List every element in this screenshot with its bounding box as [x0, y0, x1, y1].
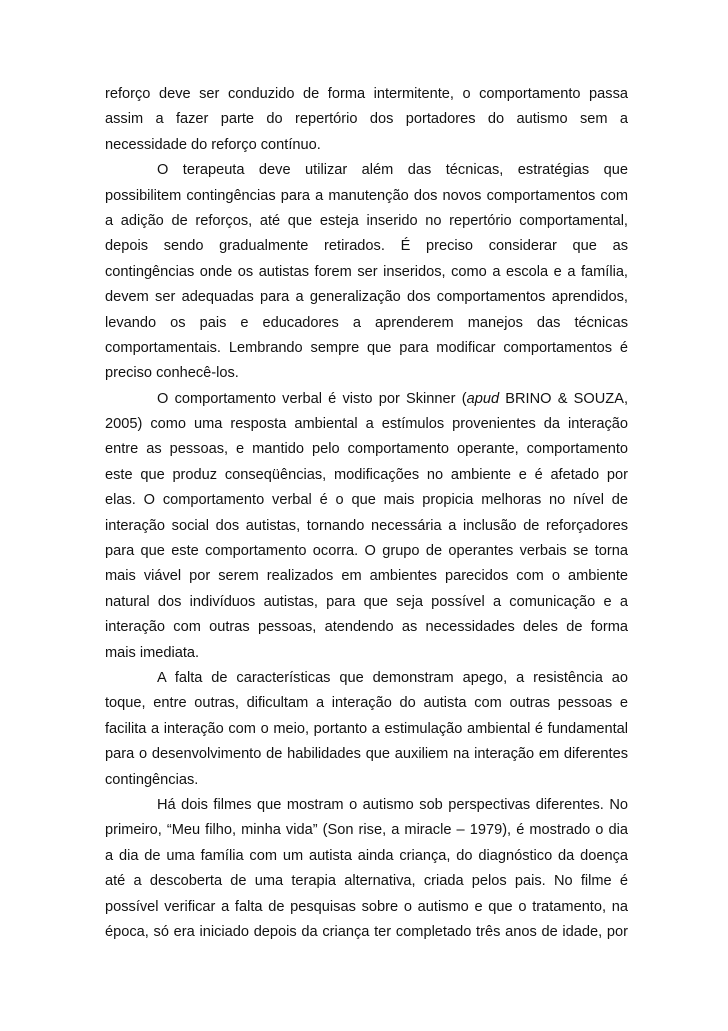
text-line: levando os pais e educadores a aprenderem manejos das técnicas [105, 314, 628, 331]
text-line: assim a fazer parte do repertório dos portadores do autismo sem a [105, 111, 628, 128]
paragraph-1 [105, 82, 628, 158]
paragraph-3 [105, 387, 628, 666]
text-line: contingências onde os autistas forem ser inseridos, como a escola e a família, [105, 263, 628, 280]
document-page [105, 82, 628, 945]
citation-apud: apud [466, 390, 500, 407]
text-line: época, só era iniciado depois da criança ter completado três anos de idade, por [105, 923, 628, 940]
text-line: mais imediata. [105, 644, 200, 661]
text-line: para o desenvolvimento de habilidades que auxiliem na interação em diferentes [105, 746, 628, 763]
text-line: preciso conhecê-los. [105, 365, 239, 382]
text-line: natural dos indivíduos autistas, para que seja possível a comunicação e a [105, 593, 628, 610]
text-line: este que produz conseqüências, modificações no ambiente e é afetado por [105, 466, 628, 483]
text-segment: O comportamento verbal é visto por Skinner ( [157, 390, 467, 407]
text-segment: BRINO & SOUZA, [499, 390, 628, 407]
text-line: até a descoberta de uma terapia alternativa, criada pelos pais. No filme é [105, 873, 628, 890]
text-line: devem ser adequadas para a generalização dos comportamentos aprendidos, [105, 289, 628, 306]
text-line: comportamentais. Lembrando sempre que para modificar comportamentos é [105, 339, 628, 356]
text-line: a dia de uma família com um autista ainda criança, do diagnóstico da doença [105, 847, 628, 864]
text-line: necessidade do reforço contínuo. [105, 136, 321, 153]
text-line: possível verificar a falta de pesquisas sobre o autismo e que o tratamento, na [105, 898, 628, 915]
paragraph-4 [105, 666, 628, 793]
text-line: elas. O comportamento verbal é o que mais propicia melhoras no nível de [105, 492, 628, 509]
text-line-with-citation [105, 387, 628, 412]
paragraph-5 [105, 793, 628, 945]
text-line: interação com outras pessoas, atendendo as necessidades deles de forma [105, 619, 628, 636]
text-line: mais viável por serem realizados em ambientes parecidos com o ambiente [105, 568, 628, 585]
text-line: O terapeuta deve utilizar além das técnicas, estratégias que [157, 162, 628, 179]
text-line: possibilitem contingências para a manutenção dos novos comportamentos com [105, 187, 628, 204]
text-line: depois sendo gradualmente retirados. É preciso considerar que as [105, 238, 628, 255]
text-line: Há dois filmes que mostram o autismo sob perspectivas diferentes. No [157, 796, 628, 813]
text-line: toque, entre outras, dificultam a interação do autista com outras pessoas e [105, 695, 628, 712]
text-line: para que este comportamento ocorra. O grupo de operantes verbais se torna [105, 543, 628, 560]
text-line: entre as pessoas, e mantido pelo comportamento operante, comportamento [105, 441, 628, 458]
text-line: contingências. [105, 771, 199, 788]
text-line: reforço deve ser conduzido de forma intermitente, o comportamento passa [105, 86, 628, 102]
text-line: primeiro, “Meu filho, minha vida” (Son rise, a miracle – 1979), é mostrado o dia [105, 822, 628, 839]
paragraph-2 [105, 158, 628, 387]
text-line: a adição de reforços, até que esteja inserido no repertório comportamental, [105, 212, 628, 229]
text-line: facilita a interação com o meio, portanto a estimulação ambiental é fundamental [105, 720, 628, 737]
text-line: A falta de características que demonstram apego, a resistência ao [157, 669, 628, 686]
text-line: 2005) como uma resposta ambiental a estímulos provenientes da interação [105, 416, 628, 433]
text-line: interação social dos autistas, tornando necessária a inclusão de reforçadores [105, 517, 628, 534]
